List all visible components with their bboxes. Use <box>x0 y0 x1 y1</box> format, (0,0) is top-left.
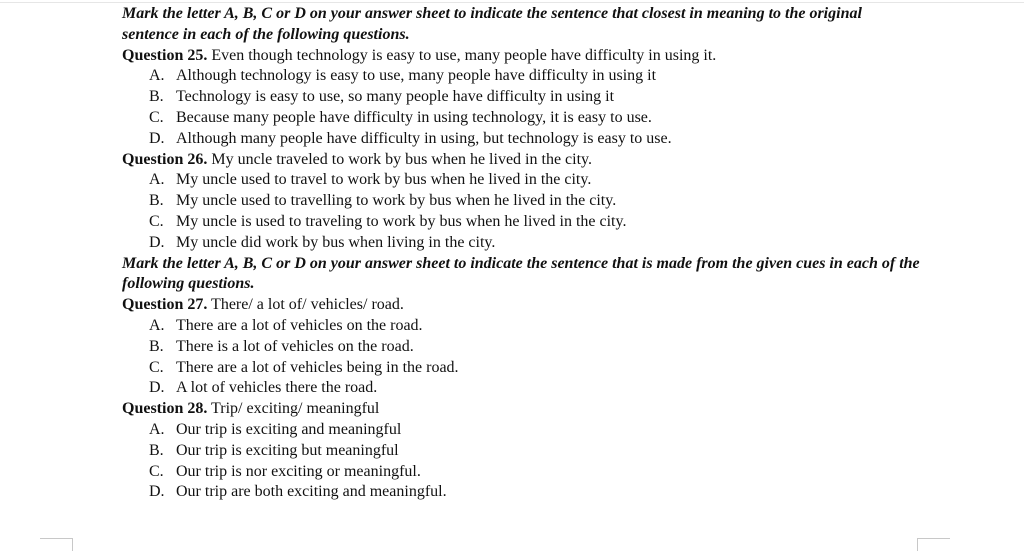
option-a <box>122 420 922 441</box>
question-label: Question 27. <box>122 296 208 314</box>
option-letter: B. <box>149 88 164 106</box>
option-b <box>122 87 922 108</box>
option-b <box>122 441 922 462</box>
option-text: My uncle is used to traveling to work by bus when he lived in the city. <box>176 212 627 230</box>
option-d <box>122 129 922 150</box>
instruction-closest-meaning: Mark the letter A, B, C or D on your answer sheet to indicate the sentence that closest in meaning to the original sentence in each of the following questions. <box>122 5 862 43</box>
option-d <box>122 233 922 254</box>
option-a <box>122 66 922 87</box>
option-c <box>122 462 922 483</box>
document-page <box>122 4 922 503</box>
option-text: Although many people have difficulty in using, but technology is easy to use. <box>176 129 672 147</box>
option-text: My uncle used to travelling to work by bus when he lived in the city. <box>176 192 617 210</box>
option-text: There are a lot of vehicles being in the road. <box>176 358 459 376</box>
question-label: Question 26. <box>122 150 208 168</box>
question-27 <box>122 295 922 316</box>
option-c <box>122 212 922 233</box>
option-a <box>122 170 922 191</box>
option-b <box>122 191 922 212</box>
option-text: Our trip is exciting but meaningful <box>176 441 399 459</box>
option-letter: C. <box>149 108 164 126</box>
question-25 <box>122 46 922 67</box>
option-d <box>122 482 922 503</box>
question-text: My uncle traveled to work by bus when he lived in the city. <box>207 150 592 168</box>
option-letter: A. <box>149 316 165 334</box>
option-letter: D. <box>149 483 165 501</box>
option-letter: C. <box>149 358 164 376</box>
option-letter: B. <box>149 192 164 210</box>
option-text: A lot of vehicles there the road. <box>176 379 378 397</box>
page-corner-marker-left <box>40 538 73 551</box>
question-label: Question 25. <box>122 46 208 64</box>
question-26 <box>122 150 922 171</box>
option-letter: A. <box>149 420 165 438</box>
option-c <box>122 358 922 379</box>
option-text: Although technology is easy to use, many people have difficulty in using it <box>176 67 657 85</box>
option-text: My uncle used to travel to work by bus when he lived in the city. <box>176 171 592 189</box>
option-a <box>122 316 922 337</box>
option-letter: D. <box>149 379 165 397</box>
option-text: There is a lot of vehicles on the road. <box>176 337 414 355</box>
option-letter: D. <box>149 233 165 251</box>
page-corner-marker-right <box>917 538 950 551</box>
option-text: Our trip is exciting and meaningful <box>176 420 402 438</box>
option-letter: A. <box>149 171 165 189</box>
option-letter: B. <box>149 337 164 355</box>
option-text: Our trip are both exciting and meaningful. <box>176 483 447 501</box>
option-letter: C. <box>149 462 164 480</box>
option-letter: D. <box>149 129 165 147</box>
option-c <box>122 108 922 129</box>
option-text: Our trip is nor exciting or meaningful. <box>176 462 421 480</box>
option-text: Because many people have difficulty in using technology, it is easy to use. <box>176 108 652 126</box>
option-letter: A. <box>149 67 165 85</box>
question-text: Trip/ exciting/ meaningful <box>207 400 380 418</box>
instruction-sentence-building: Mark the letter A, B, C or D on your answer sheet to indicate the sentence that is made from the given cues in each of the following questions. <box>122 254 920 293</box>
question-label: Question 28. <box>122 400 208 418</box>
option-b <box>122 337 922 358</box>
question-text: Even though technology is easy to use, many people have difficulty in using it. <box>207 46 717 64</box>
question-28 <box>122 399 922 420</box>
option-letter: C. <box>149 212 164 230</box>
question-text: There/ a lot of/ vehicles/ road. <box>207 296 404 314</box>
option-text: Technology is easy to use, so many people have difficulty in using it <box>176 88 615 106</box>
option-text: My uncle did work by bus when living in the city. <box>176 233 496 251</box>
page-top-border <box>0 2 1024 3</box>
option-letter: B. <box>149 441 164 459</box>
option-d <box>122 378 922 399</box>
option-text: There are a lot of vehicles on the road. <box>176 316 423 334</box>
